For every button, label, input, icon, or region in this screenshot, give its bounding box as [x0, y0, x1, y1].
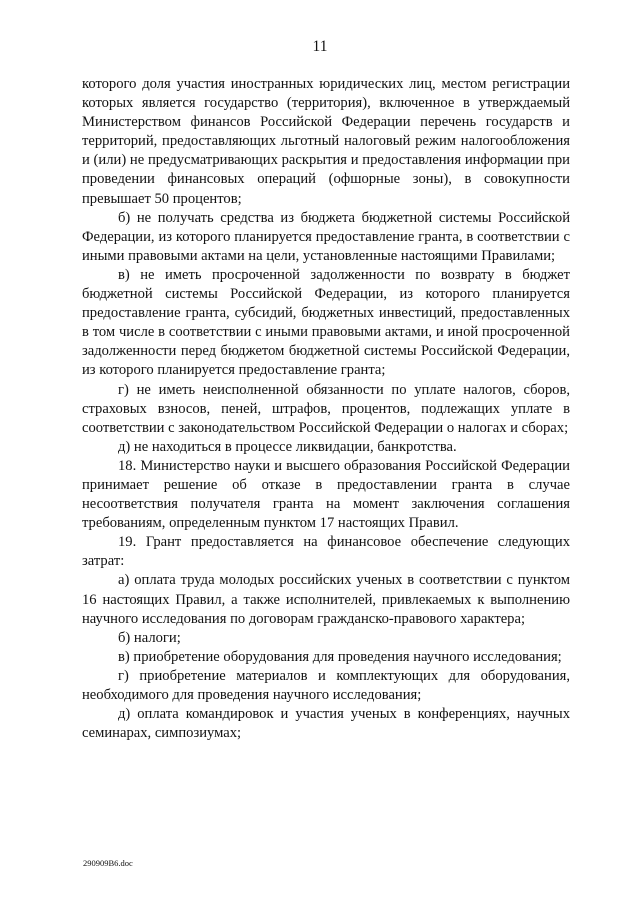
paragraph-18-refusal: 18. Министерство науки и высшего образования Российской Федерации принимает решение об отказе в предоставлении гранта в случае несоответствия получателя гранта на момент заключения соглашения требованиям, определенным пунктом 17 настоящих Правил.: [82, 457, 570, 532]
paragraph-a-salary: а) оплата труда молодых российских ученых в соответствии с пунктом 16 настоящих Правил, а также исполнителей, привлекаемых к выполнению научного исследования по договорам гражданско-правового характера;: [82, 572, 570, 627]
paragraph-19-grant-costs: 19. Грант предоставляется на финансовое обеспечение следующих затрат:: [82, 534, 570, 570]
paragraph-v-equipment: в) приобретение оборудования для проведения научного исследования;: [118, 648, 562, 665]
footer-filename: 290909В6.doc: [83, 858, 133, 868]
paragraph-d-travel: д) оплата командировок и участия ученых в конференциях, научных семинарах, симпозиумах;: [82, 706, 570, 742]
paragraph-b-budget-funds: б) не получать средства из бюджета бюджетной системы Российской Федерации, из которого планируется предоставление гранта, в соответствии с иными правовыми актами на цели, установленные настоящими Правилами;: [82, 209, 570, 264]
paragraph-g-materials: г) приобретение материалов и комплектующих для оборудования, необходимого для проведения научного исследования;: [82, 667, 570, 703]
paragraph-g-tax-obligations: г) не иметь неисполненной обязанности по уплате налогов, сборов, страховых взносов, пеней, штрафов, процентов, подлежащих уплате в соответствии с законодательством Российской Федерации о налогах и сборах;: [82, 381, 570, 436]
page-number: 11: [312, 38, 328, 55]
paragraph-d-liquidation: д) не находиться в процессе ликвидации, банкротства.: [118, 438, 457, 455]
paragraph-offshore-share: которого доля участия иностранных юридических лиц, местом регистрации которых является государство (территория), включенное в утверждаемый Министерством финансов Российской Федерации перечень государств и территорий, предоставляющих льготный налоговый режим налогообложения и (или) не предусматривающих раскрытия и предоставления информации при проведении финансовых операций (офшорные зоны), в совокупности превышает 50 процентов;: [82, 76, 570, 207]
paragraph-b-taxes: б) налоги;: [118, 629, 181, 646]
document-body: [82, 75, 570, 743]
paragraph-v-overdue-debt: в) не иметь просроченной задолженности по возврату в бюджет бюджетной системы Российской Федерации, из которого планируется предоставление гранта, субсидий, бюджетных инвестиций, предоставленных в том числе в соответствии с иными правовыми актами, и иной просроченной задолженности перед бюджетом бюджетной системы Российской Федерации, из которого планируется предоставление гранта;: [82, 266, 570, 379]
